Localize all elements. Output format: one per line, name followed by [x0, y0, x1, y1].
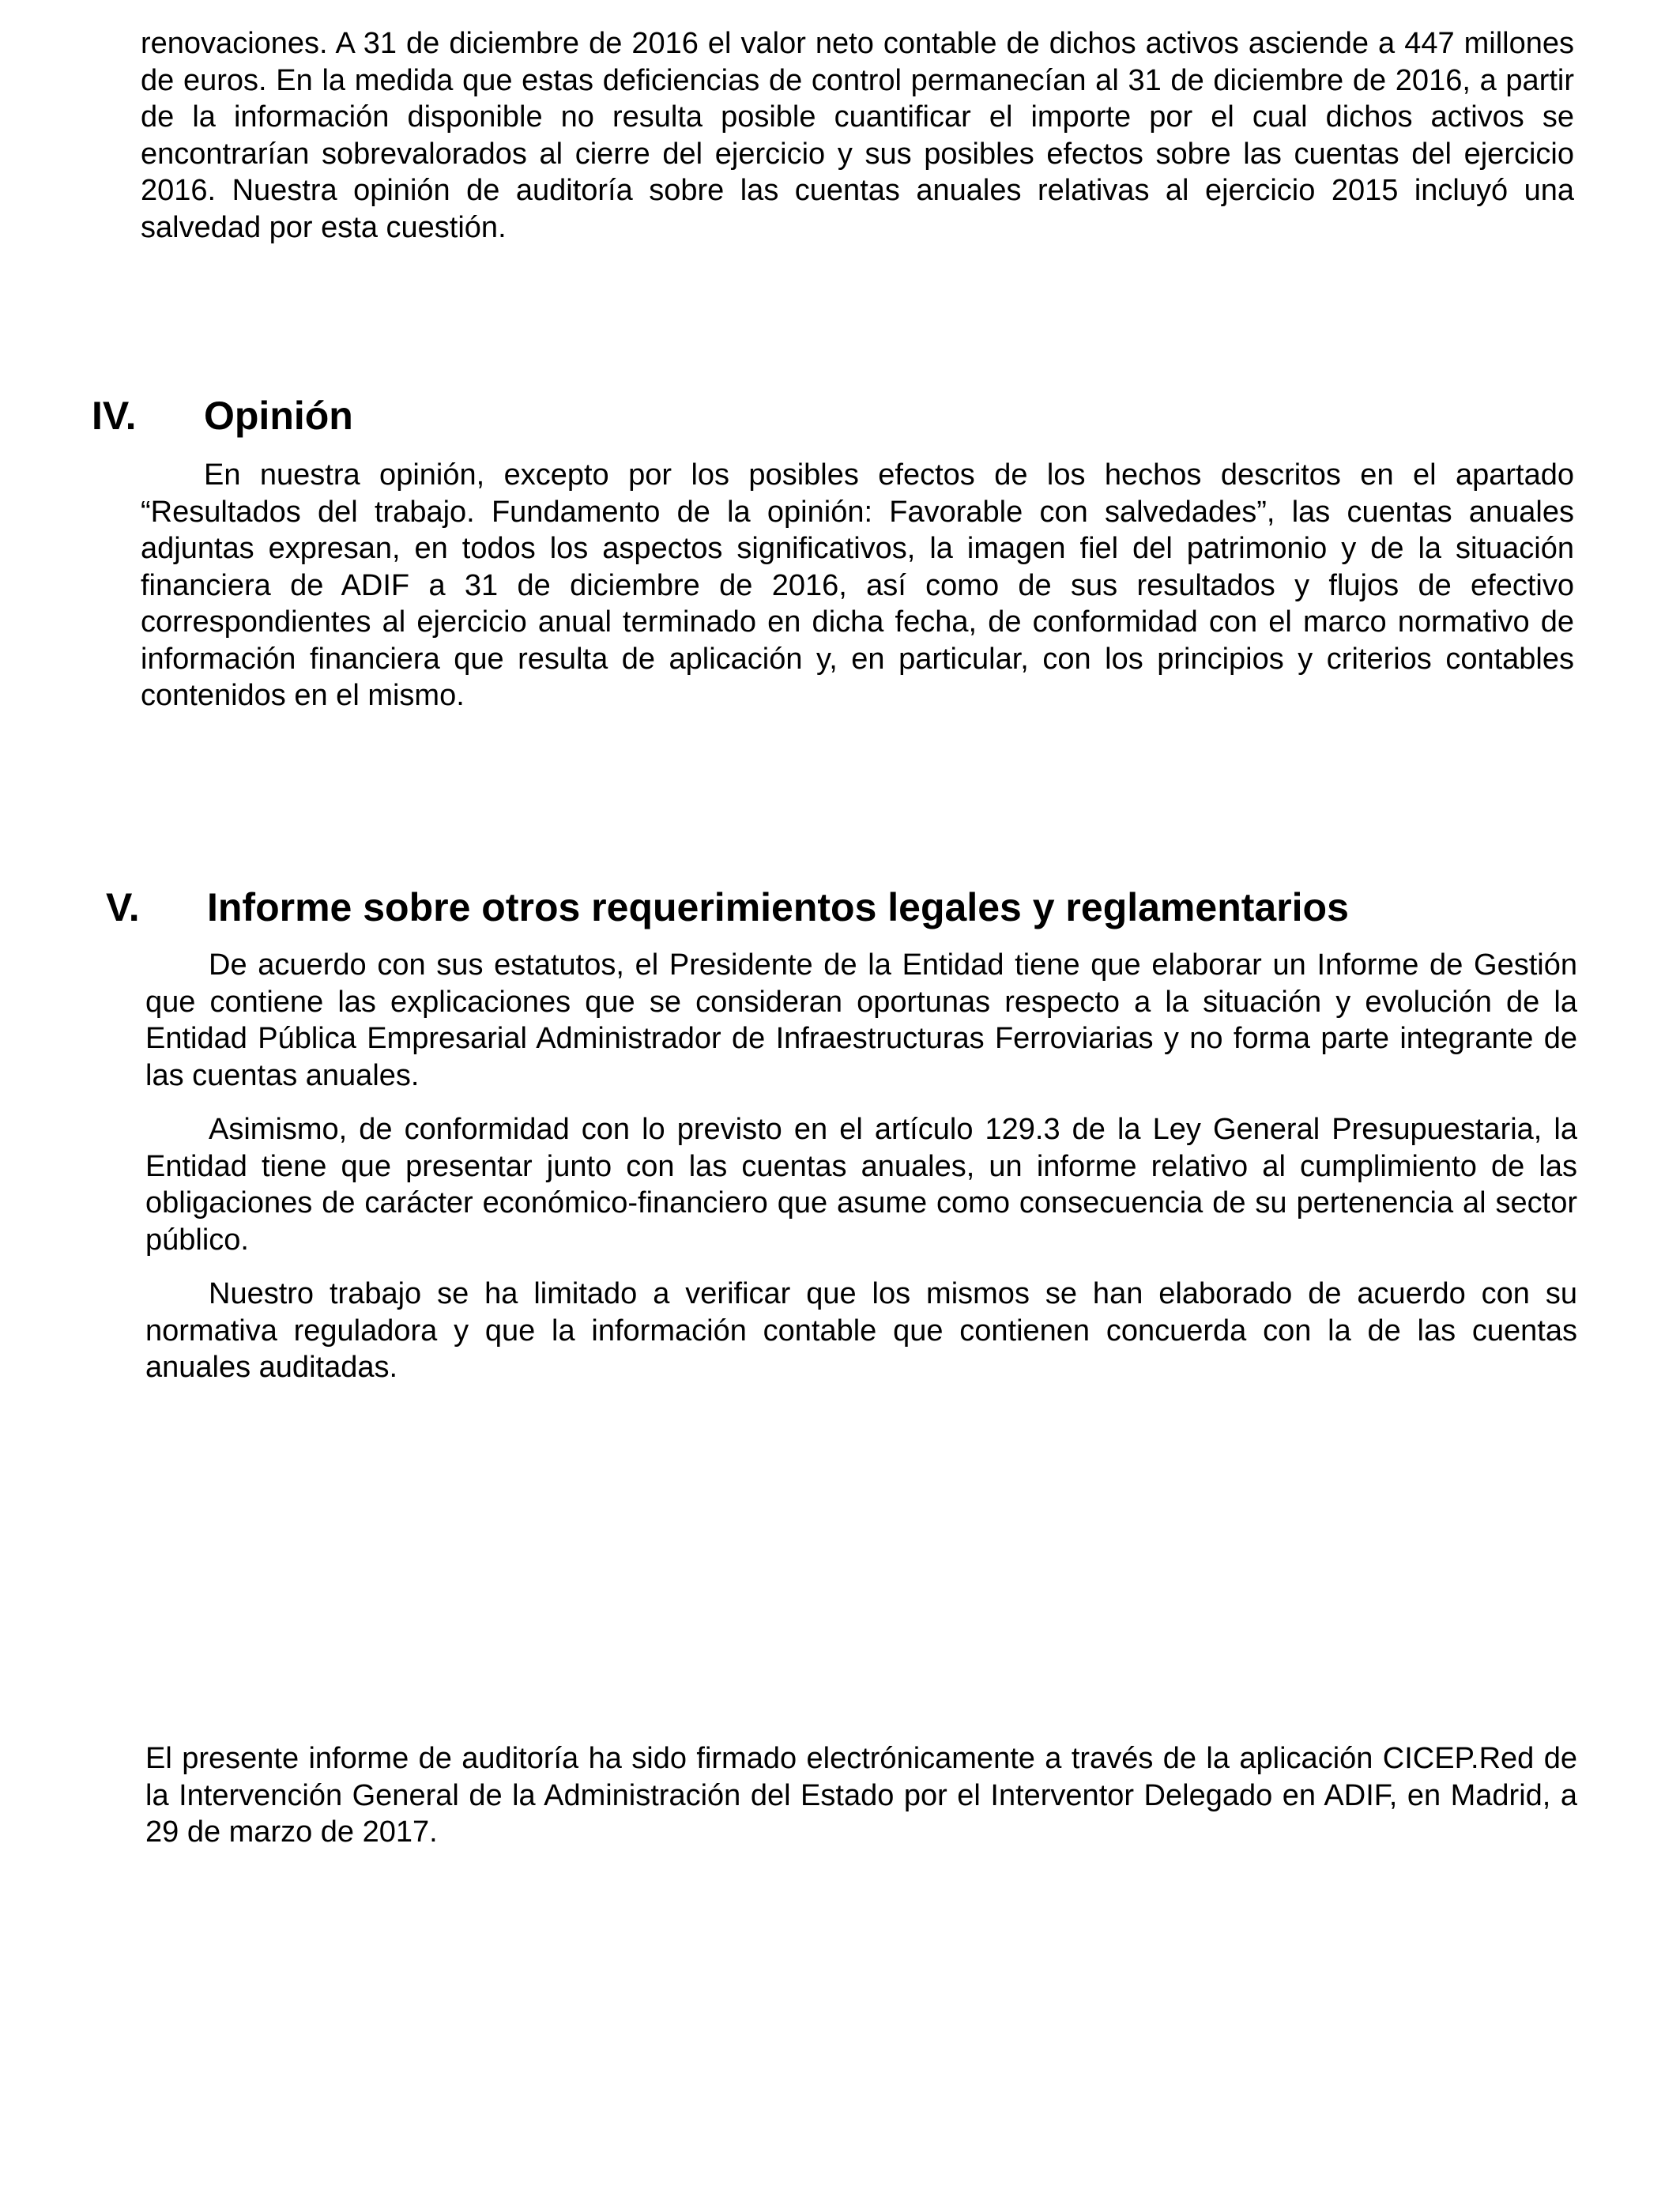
scope-paragraph: Nuestro trabajo se ha limitado a verificar que los mismos se han elaborado de acuerdo con su normativa reguladora y que la información contable que contienen concuerda con la de las cuentas anuales auditadas.: [145, 1277, 1577, 1384]
section-v-heading: [106, 884, 1449, 931]
management-report-paragraph: De acuerdo con sus estatutos, el Presidente de la Entidad tiene que elaborar un Informe de Gestión que contiene las explicaciones que se consideran oportunas respecto a la situación y evolución de la Entidad Pública Empresarial Administrador de Infraestructuras Ferroviarias y no forma parte integrante de las cuentas anuales.: [145, 948, 1577, 1092]
intro-paragraph: renovaciones. A 31 de diciembre de 2016 el valor neto contable de dichos activos asciende a 447 millones de euros. En la medida que estas deficiencias de control permanecían al 31 de diciembre de 2016, a partir de la información disponible no resulta posible cuantificar el importe por el cual dichos activos se encontrarían sobrevalorados al cierre del ejercicio y sus posibles efectos sobre las cuentas del ejercicio 2016. Nuestra opinión de auditoría sobre las cuentas anuales relativas al ejercicio 2015 incluyó una salvedad por esta cuestión.: [141, 27, 1574, 244]
opinion-paragraph: En nuestra opinión, excepto por los posibles efectos de los hechos descritos en el apartado “Resultados del trabajo. Fundamento de la opinión: Favorable con salvedades”, las cuentas anuales adjuntas expresan, en todos los aspectos significativos, la imagen fiel del patrimonio y de la situación financiera de ADIF a 31 de diciembre de 2016, así como de sus resultados y flujos de efectivo correspondientes al ejercicio anual terminado en dicha fecha, de conformidad con el marco normativo de información financiera que resulta de aplicación y, en particular, con los principios y criterios contables contenidos en el mismo.: [141, 458, 1574, 712]
section-iv-number: IV.: [92, 394, 137, 438]
budget-law-paragraph: Asimismo, de conformidad con lo previsto en el artículo 129.3 de la Ley General Presupuestaria, la Entidad tiene que presentar junto con las cuentas anuales, un informe relativo al cumplimiento de las obligaciones de carácter económico-financiero que asume como consecuencia de su pertenencia al sector público.: [145, 1113, 1577, 1257]
closing-paragraph: El presente informe de auditoría ha sido firmado electrónicamente a través de la aplicación CICEP.Red de la Intervención General de la Administración del Estado por el Interventor Delegado en ADIF, en Madrid, a 29 de marzo de 2017.: [145, 1742, 1577, 1849]
section-v-number: V.: [106, 885, 140, 929]
section-v-title: Informe sobre otros requerimientos legales y reglamentarios: [207, 885, 1349, 929]
section-iv-heading: [92, 392, 566, 439]
section-iv-title: Opinión: [204, 394, 353, 438]
